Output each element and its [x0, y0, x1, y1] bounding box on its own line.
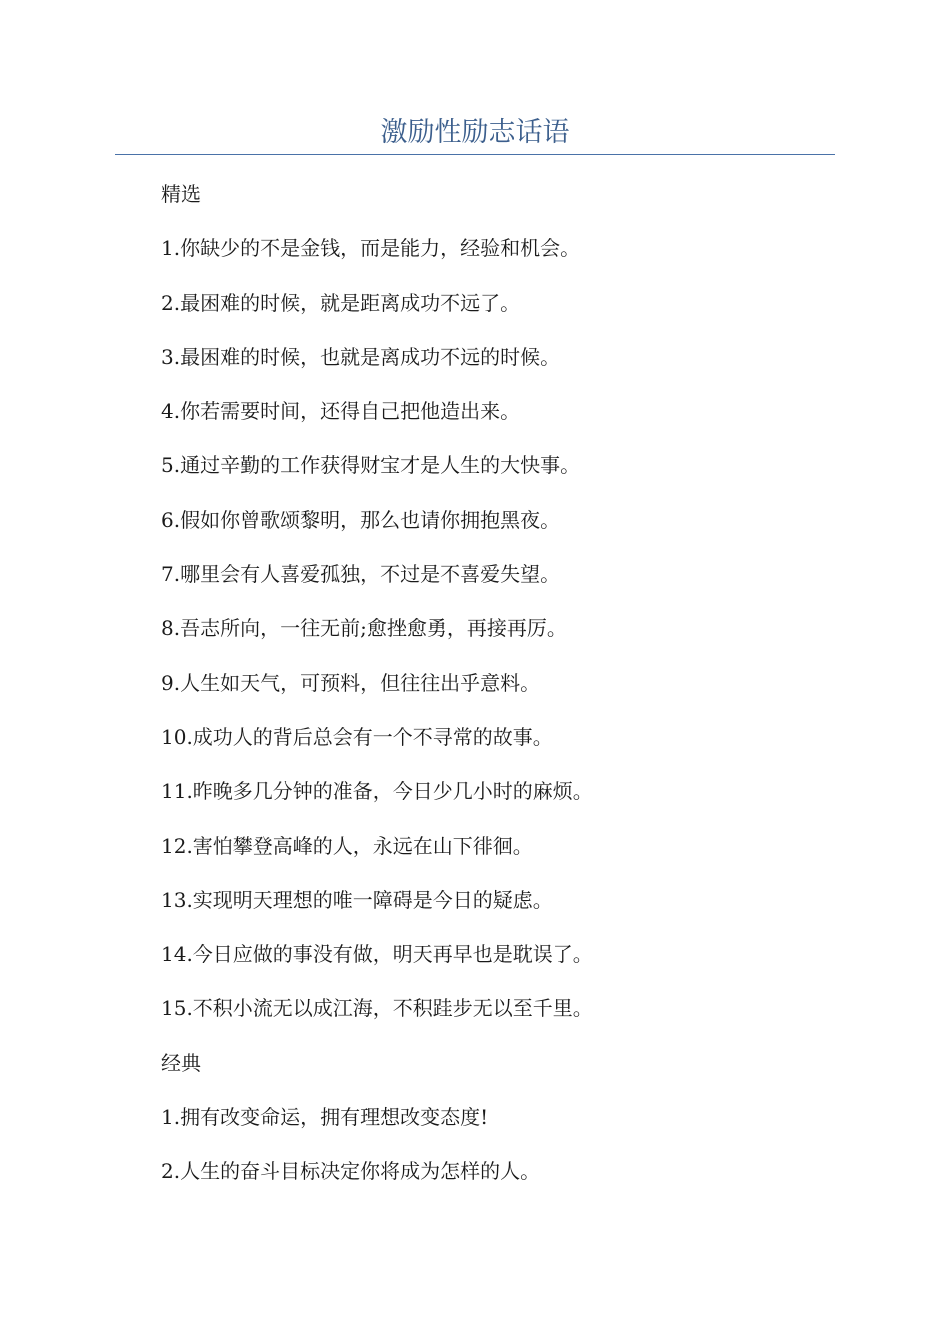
list-item: 3.最困难的时候，也就是离成功不远的时候。 — [161, 344, 561, 369]
list-item: 5.通过辛勤的工作获得财宝才是人生的大快事。 — [161, 453, 581, 478]
list-item: 6.假如你曾歌颂黎明，那么也请你拥抱黑夜。 — [161, 507, 561, 532]
list-item: 15.不积小流无以成江海，不积跬步无以至千里。 — [161, 996, 593, 1021]
list-item: 2.最困难的时候，就是距离成功不远了。 — [161, 290, 521, 315]
list-item: 4.你若需要时间，还得自己把他造出来。 — [161, 399, 521, 424]
list-item: 7.哪里会有人喜爱孤独，不过是不喜爱失望。 — [161, 562, 561, 587]
document-body — [161, 178, 841, 1210]
section-heading: 精选 — [161, 182, 201, 206]
list-item: 11.昨晚多几分钟的准备，今日少几小时的麻烦。 — [161, 779, 593, 804]
title-underline — [115, 154, 835, 155]
list-item: 13.实现明天理想的唯一障碍是今日的疑虑。 — [161, 887, 553, 912]
page-title: 激励性励志话语 — [380, 117, 570, 148]
section-heading: 经典 — [161, 1050, 201, 1075]
list-item: 10.成功人的背后总会有一个不寻常的故事。 — [161, 724, 553, 749]
list-item: 1.你缺少的不是金钱，而是能力，经验和机会。 — [161, 236, 581, 261]
list-item: 9.人生如天气，可预料，但往往出乎意料。 — [161, 670, 541, 695]
list-item: 8.吾志所向，一往无前;愈挫愈勇，再接再厉。 — [161, 616, 567, 641]
list-item: 14.今日应做的事没有做，明天再早也是耽误了。 — [161, 942, 593, 967]
list-item: 12.害怕攀登高峰的人，永远在山下徘徊。 — [161, 833, 533, 858]
list-item: 1.拥有改变命运，拥有理想改变态度! — [161, 1105, 489, 1130]
list-item: 2.人生的奋斗目标决定你将成为怎样的人。 — [161, 1159, 541, 1184]
